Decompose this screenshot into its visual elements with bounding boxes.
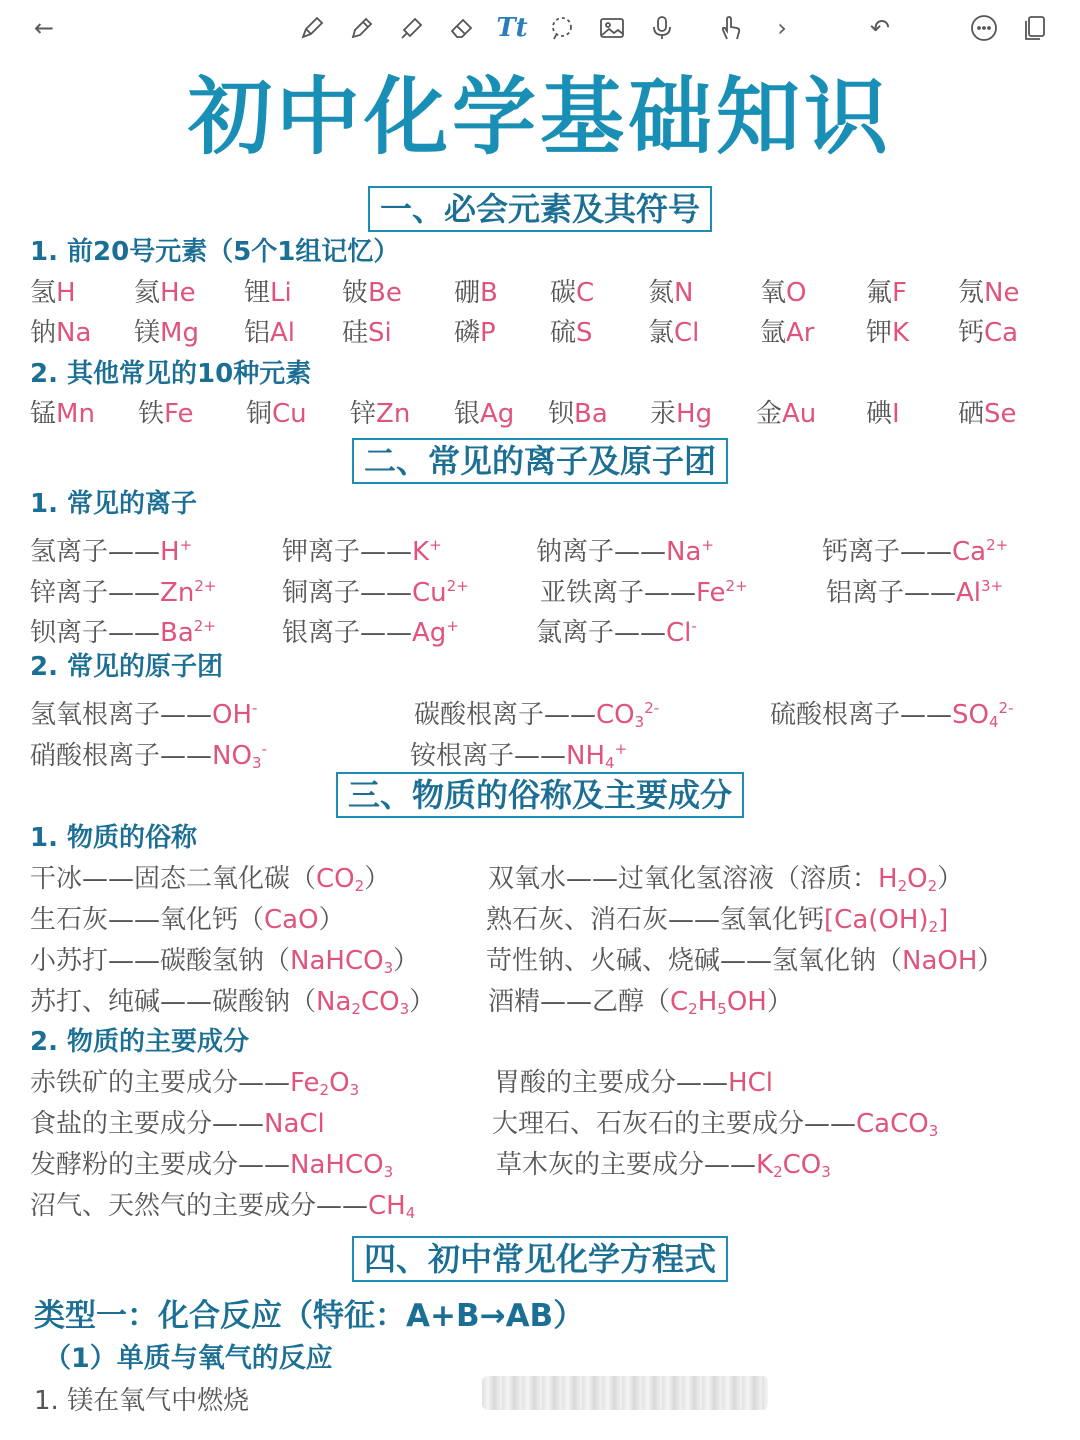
ion-item: 亚铁离子$——Fe^{2+}$ (540, 577, 748, 608)
reaction-item: 1. 镁在氧气中燃烧 (34, 1386, 250, 1416)
ion-item: 钾离子——K+ (282, 536, 442, 567)
more-icon[interactable] (966, 10, 1002, 46)
element-symbol: 硼B (454, 278, 498, 308)
element-symbol: 硫S (550, 318, 593, 348)
component-row-2: 食盐的主要成分——NaCl 大理石、石灰石的主要成分——CaCO$_3$ (30, 1109, 939, 1140)
back-arrow-icon[interactable]: ← (33, 14, 55, 42)
element-symbol: 钡Ba (548, 399, 608, 429)
element-symbol: 氟F (866, 278, 907, 308)
element-symbol: 碳C (550, 278, 595, 308)
element-symbol: 氯Cl (648, 318, 700, 348)
common-name-row-3: 小苏打——碳酸氢钠（NaHCO$_3$） 苛性钠、火碱、烧碱——氢氧化钠（NaOH） (30, 946, 1004, 977)
element-symbol: 磷P (454, 318, 496, 348)
ion-item: 铝离子$——Al^{3+}$ (826, 577, 1004, 608)
component-row-3: 发酵粉的主要成分——NaHCO$_3$ 草木灰的主要成分$——K_2CO_3$ (30, 1150, 831, 1181)
element-symbol: 镁Mg (134, 318, 199, 348)
subheading-first-20-elements: 1. 前20号元素（5个1组记忆） (30, 237, 400, 267)
element-row-1 (30, 276, 1060, 310)
ion-row-3 (30, 609, 1060, 648)
section-heading-2: 二、常见的离子及原子团 (0, 438, 1080, 484)
page-title: 初中化学基础知识 (187, 68, 892, 166)
element-symbol: 氩Ar (760, 318, 815, 348)
group-row-2 (30, 732, 1060, 772)
element-symbol: 碘I (866, 399, 900, 429)
element-row-2 (30, 316, 1060, 350)
ion-item: 钡离子$——Ba^{2+}$ (30, 617, 216, 648)
ion-item: 氢离子——H+ (30, 536, 193, 567)
element-symbol: 铍Be (342, 278, 402, 308)
blurred-overlay (482, 1376, 768, 1410)
element-symbol: 硅Si (342, 318, 392, 348)
top-toolbar (0, 0, 1080, 56)
subheading-atomic-groups: 2. 常见的原子团 (30, 652, 224, 682)
subheading-common-ions: 1. 常见的离子 (30, 489, 198, 519)
undo-icon[interactable]: ↶ (869, 14, 891, 42)
element-symbol: 银Ag (454, 399, 515, 429)
subheading-other-elements: 2. 其他常见的10种元素 (30, 359, 312, 389)
component-row-4: 沼气、天然气的主要成分$——CH_4$ (30, 1191, 416, 1222)
marker-icon[interactable] (344, 10, 380, 46)
lasso-icon[interactable] (544, 10, 580, 46)
element-symbol: 钠Na (30, 318, 92, 348)
highlighter-icon[interactable] (394, 10, 430, 46)
image-icon[interactable] (594, 10, 630, 46)
element-symbol: 钾K (866, 318, 910, 348)
element-symbol: 氢H (30, 278, 76, 308)
reaction-type-heading: 类型一：化合反应（特征：A+B→AB） (34, 1298, 585, 1334)
copy-pages-icon[interactable] (1016, 10, 1052, 46)
eraser-icon[interactable] (444, 10, 480, 46)
touch-icon[interactable] (712, 10, 748, 46)
ion-row-1 (30, 528, 1060, 567)
reaction-subheading: （1）单质与氧气的反应 (44, 1343, 333, 1374)
common-name-row-1: 干冰——固态二氧化碳$(CO_2)$ 双氧水——过氧化氢溶液（溶质：$H_2O_2$） (30, 864, 964, 895)
group-row-1 (30, 691, 1060, 731)
element-symbol: 钙Ca (958, 318, 1019, 348)
chevron-right-icon[interactable]: › (777, 14, 787, 42)
element-symbol: 氦He (134, 278, 196, 308)
pencil-icon[interactable] (294, 10, 330, 46)
ion-item: 氯离子——Cl- (536, 617, 697, 648)
atomic-group-item: 氢氧根离子——OH- (30, 699, 258, 730)
ion-item: 银离子——Ag+ (282, 617, 459, 648)
element-symbol: 锂Li (244, 278, 292, 308)
atomic-group-item: 铵根离子$——NH_4^+$ (410, 740, 628, 772)
component-row-1: 赤铁矿的主要成分$——Fe_2O_3$ 胃酸的主要成分——HCl (30, 1068, 773, 1099)
element-symbol: 氧O (760, 278, 807, 308)
atomic-group-item: 硫酸根离子$——SO_4^{2-}$ (770, 699, 1014, 731)
atomic-group-item: 碳酸根离子$——CO_3^{2-}$ (414, 699, 660, 731)
element-symbol: 锌Zn (350, 399, 411, 429)
element-symbol: 硒Se (958, 399, 1017, 429)
element-symbol: 氖Ne (958, 278, 1020, 308)
section-heading-4: 四、初中常见化学方程式 (0, 1236, 1080, 1282)
element-symbol: 铜Cu (246, 399, 307, 429)
subheading-main-components: 2. 物质的主要成分 (30, 1027, 250, 1057)
common-name-row-2: 生石灰——氧化钙（CaO） 熟石灰、消石灰——氢氧化钙$[Ca(OH)_2]$ (30, 905, 949, 936)
ion-item: 钙离子$——Ca^{2+}$ (822, 536, 1009, 567)
element-symbol: 铁Fe (138, 399, 194, 429)
subheading-common-names: 1. 物质的俗称 (30, 823, 198, 853)
ion-item: 铜离子$——Cu^{2+}$ (282, 577, 469, 608)
element-symbol: 锰Mn (30, 399, 95, 429)
ion-row-2 (30, 569, 1060, 608)
element-symbol: 汞Hg (650, 399, 713, 429)
element-symbol: 金Au (756, 399, 817, 429)
element-symbol: 氮N (648, 278, 694, 308)
text-tool-icon[interactable]: Tt (496, 13, 528, 43)
ion-item: 锌离子$——Zn^{2+}$ (30, 577, 217, 608)
element-row-3 (30, 397, 1060, 431)
microphone-icon[interactable] (644, 10, 680, 46)
common-name-row-4: 苏打、纯碱——碳酸钠$(Na_2CO_3)$ 酒精——乙醇$(C_2H_5OH)$ (30, 987, 793, 1018)
section-heading-3: 三、物质的俗称及主要成分 (0, 772, 1080, 818)
ion-item: 钠离子——Na+ (536, 536, 714, 567)
atomic-group-item: 硝酸根离子$——NO_3^-$ (30, 740, 267, 772)
element-symbol: 铝Al (244, 318, 296, 348)
section-heading-1: 一、必会元素及其符号 (0, 186, 1080, 232)
